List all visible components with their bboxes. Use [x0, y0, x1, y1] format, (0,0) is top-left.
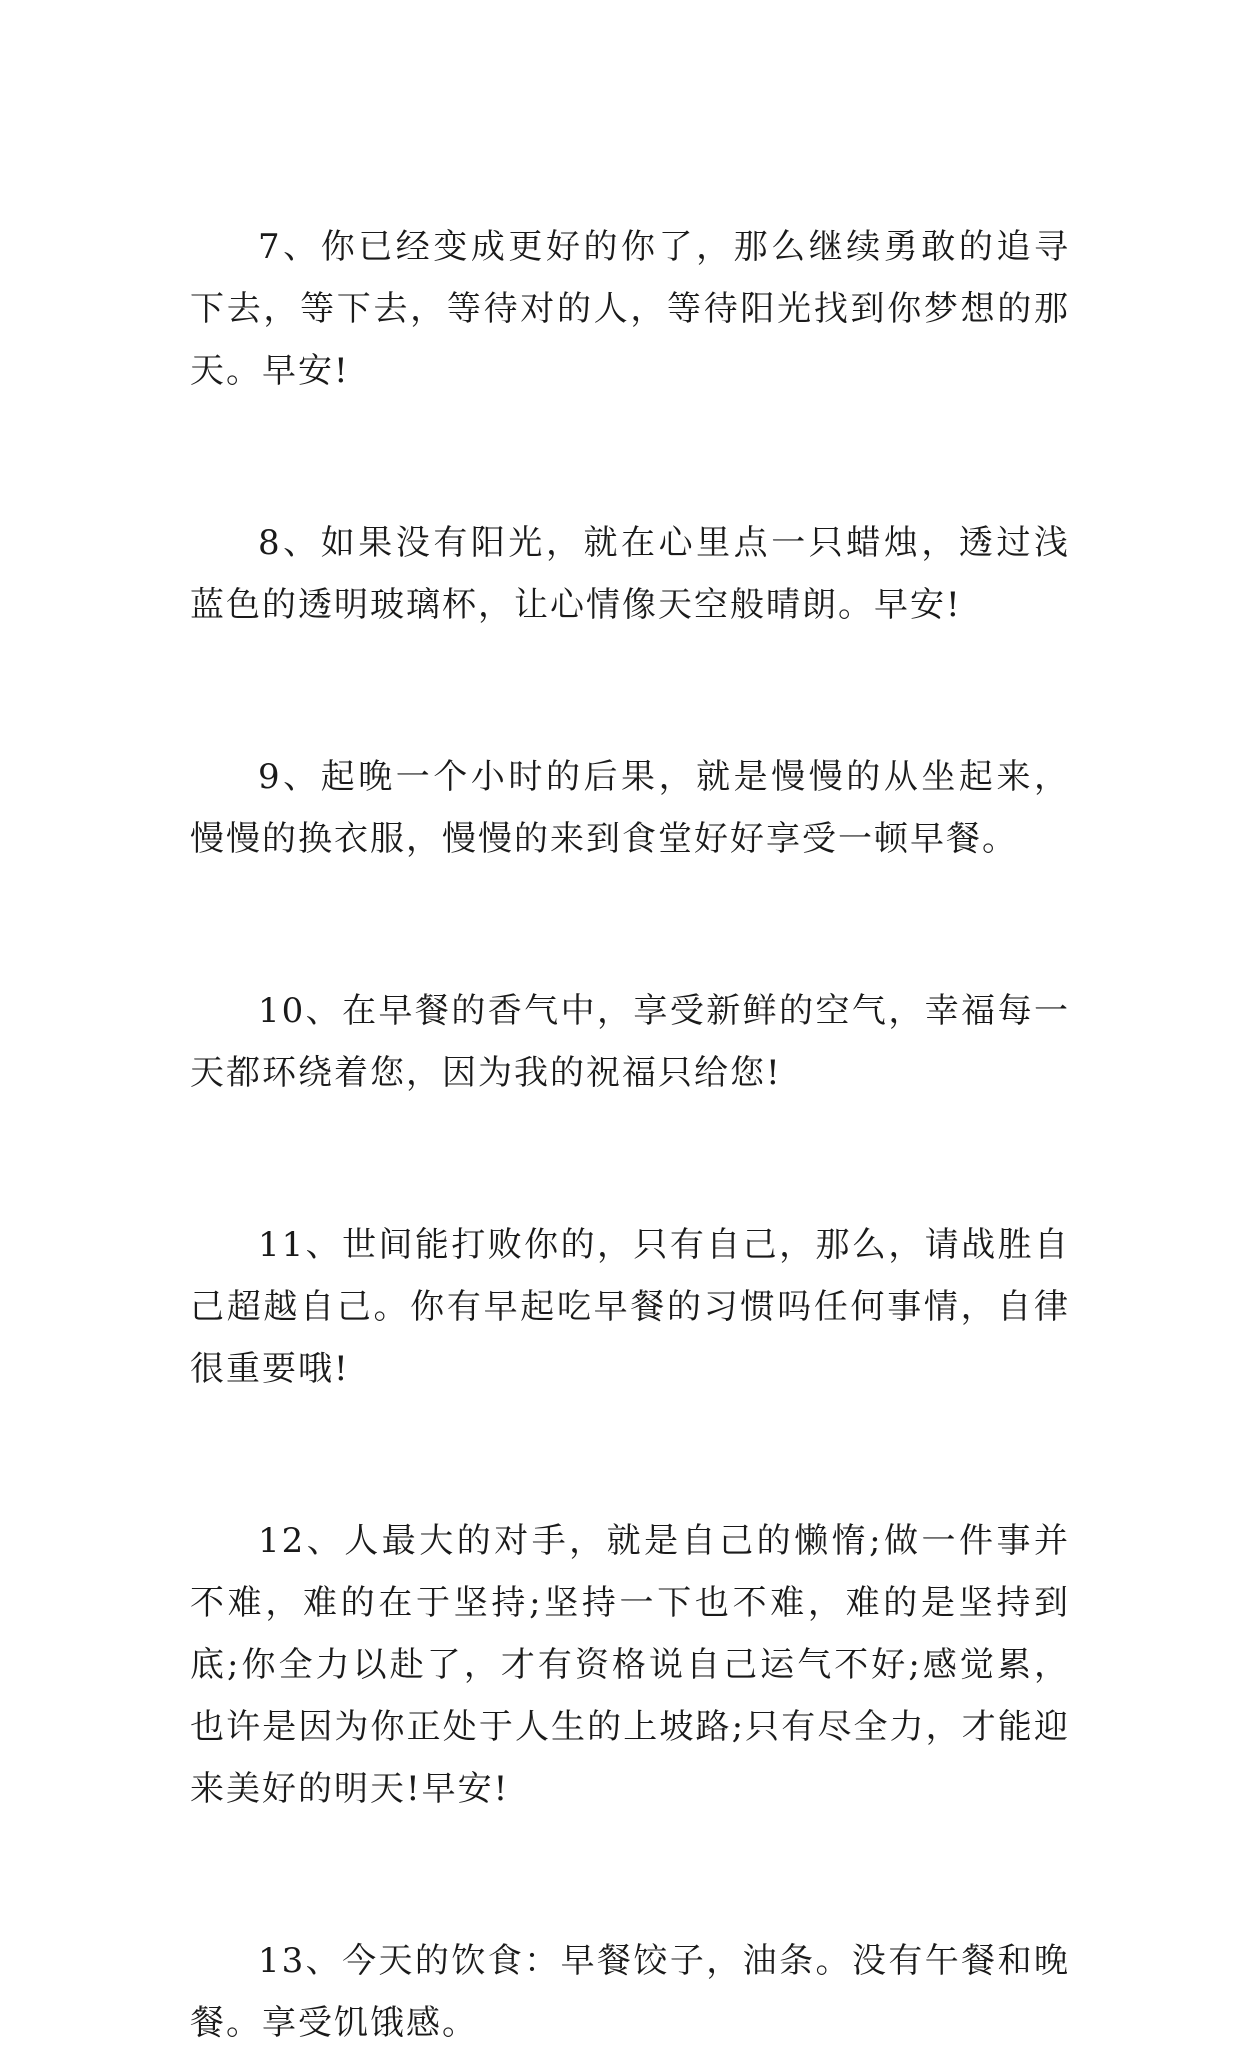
- paragraph-7: 7、你已经变成更好的你了，那么继续勇敢的追寻下去，等下去，等待对的人，等待阳光找到你梦想的那天。早安!: [190, 227, 1070, 391]
- document-body: [190, 216, 1070, 2054]
- paragraph-8: 8、如果没有阳光，就在心里点一只蜡烛，透过浅蓝色的透明玻璃杯，让心情像天空般晴朗。早安!: [190, 523, 1070, 625]
- paragraph-9: 9、起晚一个小时的后果，就是慢慢的从坐起来，慢慢的换衣服，慢慢的来到食堂好好享受一顿早餐。: [190, 757, 1070, 859]
- paragraph-12: 12、人最大的对手，就是自己的懒惰;做一件事并不难，难的在于坚持;坚持一下也不难，难的是坚持到底;你全力以赴了，才有资格说自己运气不好;感觉累，也许是因为你正处于人生的上坡路;只有尽全力，才能迎来美好的明天!早安!: [190, 1521, 1070, 1809]
- paragraph-10: 10、在早餐的香气中，享受新鲜的空气，幸福每一天都环绕着您，因为我的祝福只给您!: [190, 991, 1070, 1093]
- paragraph-13: 13、今天的饮食：早餐饺子，油条。没有午餐和晚餐。享受饥饿感。: [190, 1941, 1070, 2043]
- paragraph-11: 11、世间能打败你的，只有自己，那么，请战胜自己超越自己。你有早起吃早餐的习惯吗任何事情，自律很重要哦!: [190, 1225, 1070, 1389]
